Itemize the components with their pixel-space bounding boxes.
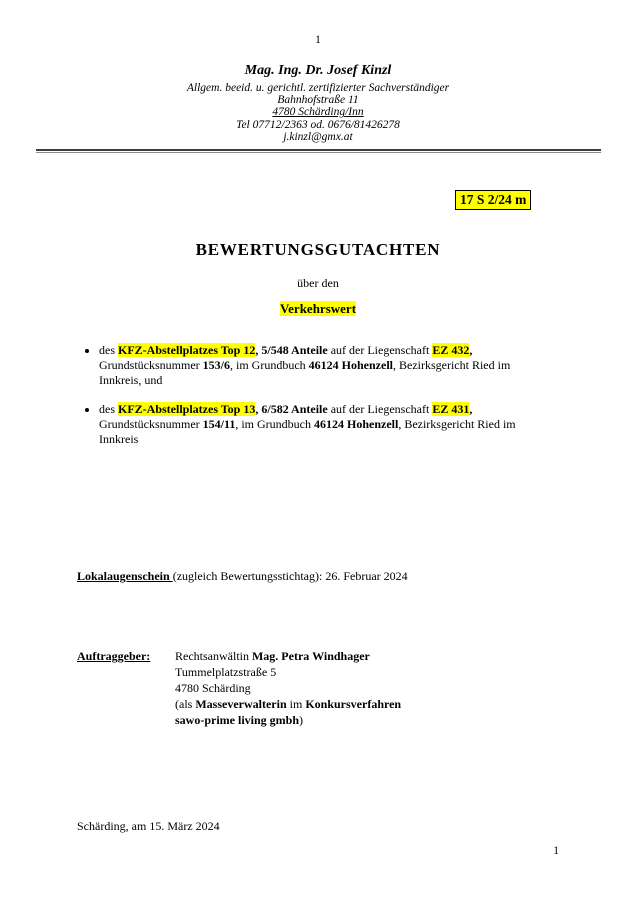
client-line xyxy=(175,712,401,728)
text-segment: Innkreis xyxy=(99,432,139,446)
page-number-top: 1 xyxy=(315,34,321,46)
text-segment: Tummelplatzstraße 5 xyxy=(175,665,277,679)
text-segment: EZ 432 xyxy=(432,343,470,357)
document-subtitle: über den xyxy=(297,276,339,290)
text-segment: Mag. Petra Windhager xyxy=(251,649,370,663)
text-segment: (zugleich Bewertungsstichtag): 26. Februar 2024 xyxy=(172,569,408,583)
text-segment: Innkreis, und xyxy=(99,373,163,387)
text-segment: (als xyxy=(175,697,196,711)
client-address xyxy=(175,648,401,728)
text-segment: auf der Liegenschaft xyxy=(327,343,433,357)
client-line xyxy=(175,648,401,664)
text-segment: , xyxy=(469,402,473,416)
inspection-line xyxy=(77,569,596,584)
text-segment: Grundstücksnummer xyxy=(99,417,203,431)
letterhead xyxy=(0,63,636,143)
text-segment: sawo-prime living gmbh xyxy=(175,713,300,727)
expert-email: j.kinzl@gmx.at xyxy=(283,130,353,143)
header-divider xyxy=(36,149,601,153)
text-segment: KFZ-Abstellplatzes Top 13 xyxy=(118,402,256,416)
text-segment: , xyxy=(469,343,473,357)
verkehrswert-highlight: Verkehrswert xyxy=(279,301,357,316)
text-segment: , Bezirksgericht Ried im xyxy=(398,417,516,431)
text-segment: , im Grundbuch xyxy=(235,417,314,431)
date-line: Schärding, am 15. März 2024 xyxy=(77,819,220,833)
client-label: Auftraggeber: xyxy=(77,649,151,663)
text-segment: Lokalaugenschein xyxy=(77,569,173,583)
expert-city: 4780 Schärding/Inn xyxy=(272,106,364,119)
client-line xyxy=(175,680,401,696)
text-segment: im xyxy=(286,697,306,711)
text-segment: Konkursverfahren xyxy=(305,697,402,711)
text-segment: 154/11 xyxy=(202,417,236,431)
text-segment: Masseverwalterin xyxy=(195,697,287,711)
text-segment: Grundstücksnummer xyxy=(99,358,203,372)
text-segment: , im Grundbuch xyxy=(230,358,309,372)
text-segment: ) xyxy=(299,713,304,727)
client-section xyxy=(77,648,596,728)
text-segment: 153/6 xyxy=(202,358,230,372)
expert-street: Bahnhofstraße 11 xyxy=(277,94,359,107)
verkehrswert-line xyxy=(0,301,636,317)
property-bullet-list xyxy=(77,343,579,461)
expert-subtitle: Allgem. beeid. u. gerichtl. zertifizierter Sachverständiger xyxy=(186,82,450,94)
client-line xyxy=(175,664,401,680)
text-segment: 46124 Hohenzell xyxy=(308,358,393,372)
text-segment: auf der Liegenschaft xyxy=(327,402,433,416)
text-segment: 4780 Schärding xyxy=(175,681,251,695)
text-segment: des xyxy=(99,402,118,416)
text-segment: 5/548 Anteile xyxy=(261,343,328,357)
expert-name: Mag. Ing. Dr. Josef Kinzl xyxy=(244,63,392,78)
case-number-badge: 17 S 2/24 m xyxy=(455,190,531,210)
bullet-item-top12 xyxy=(99,343,579,388)
document-title: BEWERTUNGSGUTACHTEN xyxy=(195,240,441,259)
text-segment: 46124 Hohenzell xyxy=(313,417,399,431)
text-segment: , xyxy=(255,402,262,416)
text-segment: Rechtsanwältin xyxy=(175,649,252,663)
text-segment: des xyxy=(99,343,118,357)
page-number-bottom: 1 xyxy=(553,845,559,857)
text-segment: , Bezirksgericht Ried im xyxy=(392,358,511,372)
text-segment: , xyxy=(255,343,262,357)
bullet-item-top13 xyxy=(99,402,579,447)
text-segment: 6/582 Anteile xyxy=(261,402,328,416)
text-segment: KFZ-Abstellplatzes Top 12 xyxy=(118,343,256,357)
client-line xyxy=(175,696,401,712)
text-segment: EZ 431 xyxy=(432,402,470,416)
expert-phone: Tel 07712/2363 od. 0676/81426278 xyxy=(236,118,400,131)
